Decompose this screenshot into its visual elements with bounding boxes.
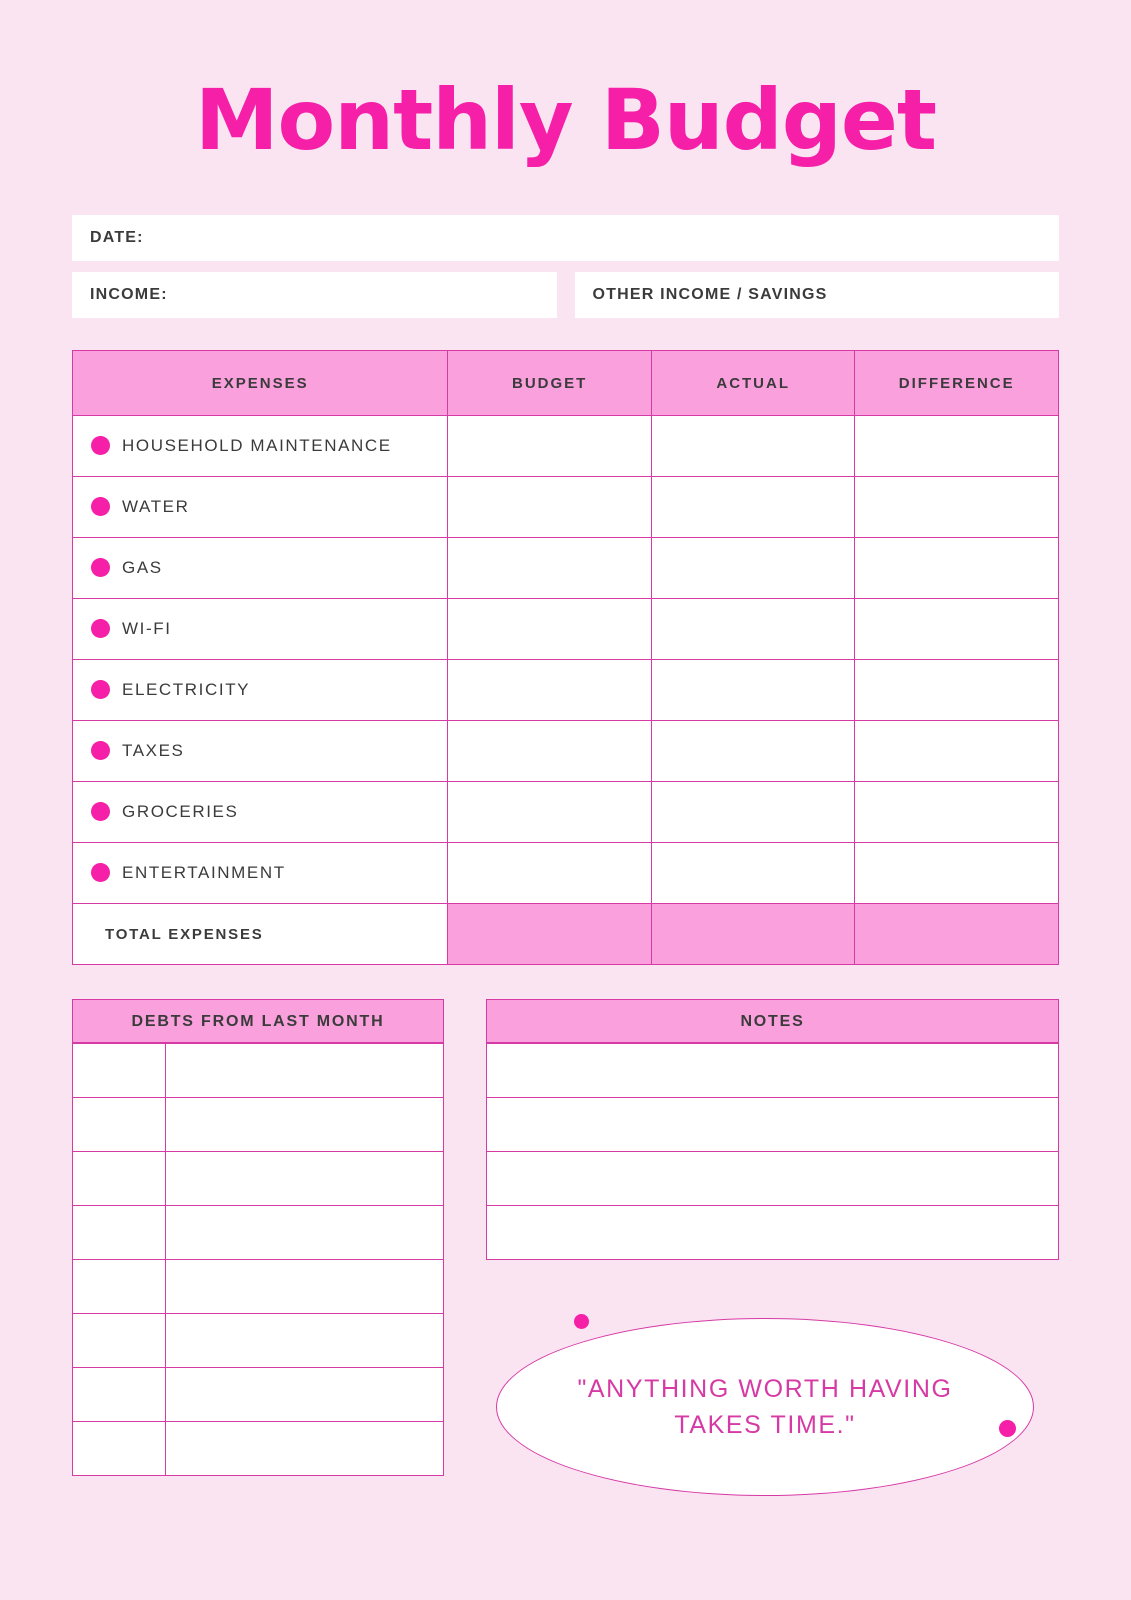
date-field[interactable] (72, 215, 1059, 261)
budget-cell[interactable] (448, 660, 652, 721)
total-budget-cell[interactable] (448, 904, 652, 965)
total-difference-cell[interactable] (855, 904, 1059, 965)
expense-label: ENTERTAINMENT (122, 863, 286, 883)
note-cell[interactable] (487, 1152, 1059, 1206)
expense-name-cell (73, 782, 448, 843)
table-row (487, 1098, 1059, 1152)
debts-panel-title: DEBTS FROM LAST MONTH (72, 999, 444, 1043)
difference-cell[interactable] (855, 782, 1059, 843)
difference-cell[interactable] (855, 660, 1059, 721)
column-header-difference: DIFFERENCE (855, 351, 1059, 416)
debt-description-cell[interactable] (165, 1314, 443, 1368)
date-label: DATE: (90, 229, 144, 246)
date-row (72, 215, 1059, 261)
notes-table (486, 1043, 1059, 1260)
note-cell[interactable] (487, 1206, 1059, 1260)
expense-name-cell (73, 660, 448, 721)
expense-label: GROCERIES (122, 802, 239, 822)
table-row (73, 782, 1059, 843)
expense-name-cell (73, 843, 448, 904)
difference-cell[interactable] (855, 538, 1059, 599)
table-row (73, 1260, 444, 1314)
debt-amount-cell[interactable] (73, 1260, 166, 1314)
expense-name-cell (73, 477, 448, 538)
table-row (73, 1152, 444, 1206)
expenses-header-row (73, 351, 1059, 416)
debt-amount-cell[interactable] (73, 1206, 166, 1260)
column-header-expenses: EXPENSES (73, 351, 448, 416)
quote-ellipse (496, 1318, 1034, 1496)
column-header-budget: BUDGET (448, 351, 652, 416)
debt-amount-cell[interactable] (73, 1098, 166, 1152)
budget-cell[interactable] (448, 538, 652, 599)
other-income-label: OTHER INCOME / SAVINGS (592, 286, 828, 303)
expense-name-cell (73, 721, 448, 782)
income-row (72, 272, 1059, 318)
table-row (73, 477, 1059, 538)
expense-label: WI-FI (122, 619, 172, 639)
debt-description-cell[interactable] (165, 1152, 443, 1206)
column-header-actual: ACTUAL (651, 351, 855, 416)
actual-cell[interactable] (651, 416, 855, 477)
total-actual-cell[interactable] (651, 904, 855, 965)
difference-cell[interactable] (855, 843, 1059, 904)
budget-cell[interactable] (448, 843, 652, 904)
debt-amount-cell[interactable] (73, 1152, 166, 1206)
expense-label: TAXES (122, 741, 185, 761)
bullet-icon (91, 802, 110, 821)
actual-cell[interactable] (651, 599, 855, 660)
debt-description-cell[interactable] (165, 1422, 443, 1476)
table-row (73, 599, 1059, 660)
actual-cell[interactable] (651, 477, 855, 538)
note-cell[interactable] (487, 1044, 1059, 1098)
bullet-icon (91, 680, 110, 699)
debt-description-cell[interactable] (165, 1368, 443, 1422)
actual-cell[interactable] (651, 660, 855, 721)
notes-panel-title: NOTES (486, 999, 1059, 1043)
debt-amount-cell[interactable] (73, 1368, 166, 1422)
budget-cell[interactable] (448, 477, 652, 538)
budget-cell[interactable] (448, 599, 652, 660)
actual-cell[interactable] (651, 721, 855, 782)
expenses-body (73, 416, 1059, 965)
debt-description-cell[interactable] (165, 1206, 443, 1260)
table-row (73, 843, 1059, 904)
expense-label: GAS (122, 558, 163, 578)
expense-label: HOUSEHOLD MAINTENANCE (122, 436, 392, 456)
bullet-icon (91, 558, 110, 577)
page-title: Monthly Budget (194, 71, 937, 169)
table-row (73, 721, 1059, 782)
difference-cell[interactable] (855, 416, 1059, 477)
table-row (73, 416, 1059, 477)
debt-amount-cell[interactable] (73, 1314, 166, 1368)
bullet-icon (91, 863, 110, 882)
expense-name-cell (73, 538, 448, 599)
budget-cell[interactable] (448, 416, 652, 477)
quote-text: "ANYTHING WORTH HAVING TAKES TIME." (577, 1374, 953, 1439)
bottom-section (72, 999, 1059, 1504)
debt-amount-cell[interactable] (73, 1422, 166, 1476)
bullet-icon (91, 497, 110, 516)
table-row (487, 1206, 1059, 1260)
income-label: INCOME: (90, 286, 168, 303)
table-row (73, 1422, 444, 1476)
table-row (487, 1152, 1059, 1206)
table-row (73, 1206, 444, 1260)
difference-cell[interactable] (855, 477, 1059, 538)
debt-description-cell[interactable] (165, 1044, 443, 1098)
bullet-icon (91, 741, 110, 760)
decorative-dot-icon (574, 1314, 589, 1329)
table-row (73, 1044, 444, 1098)
table-row (73, 660, 1059, 721)
expense-label: WATER (122, 497, 190, 517)
note-cell[interactable] (487, 1098, 1059, 1152)
other-income-field[interactable] (575, 272, 1060, 318)
debt-description-cell[interactable] (165, 1260, 443, 1314)
right-column (486, 999, 1059, 1504)
budget-cell[interactable] (448, 782, 652, 843)
debt-amount-cell[interactable] (73, 1044, 166, 1098)
expense-label: ELECTRICITY (122, 680, 251, 700)
expense-name-cell (73, 599, 448, 660)
table-row (487, 1044, 1059, 1098)
actual-cell[interactable] (651, 843, 855, 904)
table-row (73, 1314, 444, 1368)
debts-panel (72, 999, 444, 1504)
difference-cell[interactable] (855, 721, 1059, 782)
total-expenses-label: TOTAL EXPENSES (73, 904, 448, 965)
total-expenses-row (73, 904, 1059, 965)
top-fields (72, 215, 1059, 318)
actual-cell[interactable] (651, 782, 855, 843)
income-field[interactable] (72, 272, 557, 318)
difference-cell[interactable] (855, 599, 1059, 660)
expense-name-cell (73, 416, 448, 477)
debts-table (72, 1043, 444, 1476)
table-row (73, 538, 1059, 599)
bullet-icon (91, 619, 110, 638)
budget-cell[interactable] (448, 721, 652, 782)
decorative-dot-icon (999, 1420, 1016, 1437)
table-row (73, 1368, 444, 1422)
actual-cell[interactable] (651, 538, 855, 599)
debt-description-cell[interactable] (165, 1098, 443, 1152)
table-row (73, 1098, 444, 1152)
quote-section (486, 1304, 1059, 1504)
expenses-table (72, 350, 1059, 965)
bullet-icon (91, 436, 110, 455)
